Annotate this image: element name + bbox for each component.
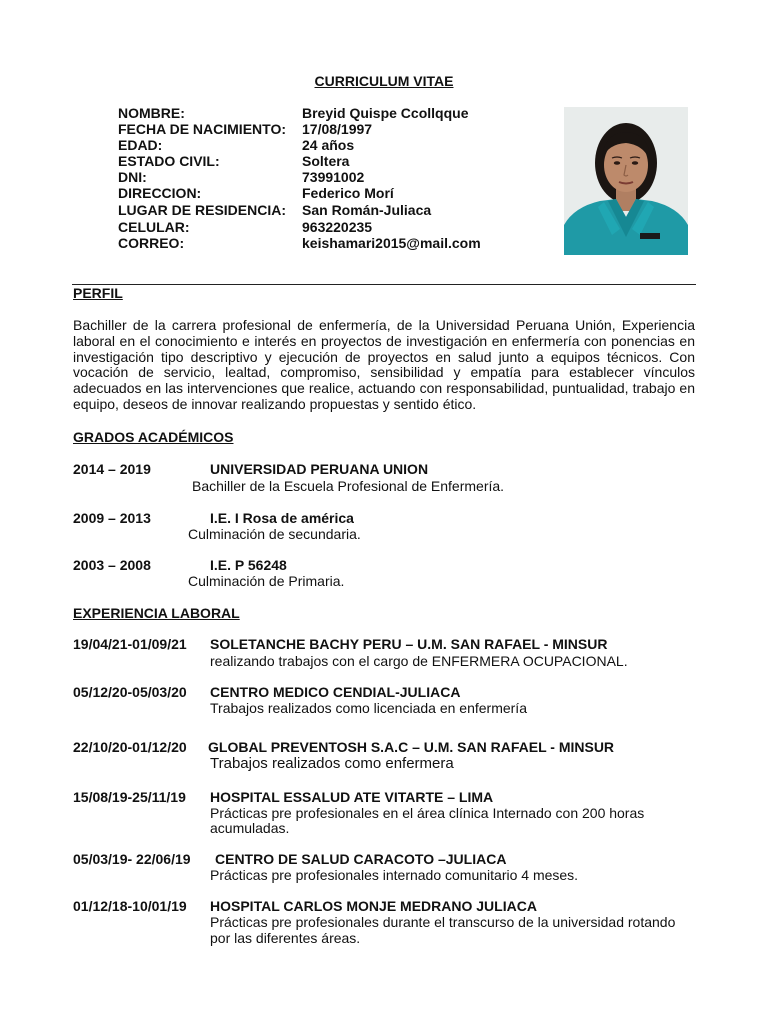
job-detail: Prácticas pre profesionales internado comunitario 4 meses. bbox=[210, 867, 579, 883]
grados-heading: GRADOS ACADÉMICOS bbox=[73, 429, 234, 445]
value-fecha-nacimiento: 17/08/1997 bbox=[302, 121, 373, 137]
job-detail: Trabajos realizados como enfermera bbox=[210, 755, 454, 772]
header-divider bbox=[72, 284, 696, 285]
job-dates: 05/12/20-05/03/20 bbox=[73, 684, 187, 700]
job-detail-continued: por las diferentes áreas. bbox=[210, 930, 361, 946]
perfil-heading: PERFIL bbox=[73, 285, 123, 301]
label-nombre: NOMBRE: bbox=[118, 105, 185, 121]
job-dates: 05/03/19- 22/06/19 bbox=[73, 851, 191, 867]
label-correo: CORREO: bbox=[118, 235, 185, 251]
document-title: CURRICULUM VITAE bbox=[314, 73, 454, 89]
label-edad: EDAD: bbox=[118, 137, 163, 153]
grado-years: 2009 – 2013 bbox=[73, 510, 151, 526]
label-direccion: DIRECCION: bbox=[118, 185, 202, 201]
job-place: SOLETANCHE BACHY PERU – U.M. SAN RAFAEL - MINSUR bbox=[210, 636, 608, 652]
grado-detail: Culminación de secundaria. bbox=[188, 526, 361, 542]
value-lugar-residencia: San Román-Juliaca bbox=[302, 202, 432, 218]
experiencia-heading: EXPERIENCIA LABORAL bbox=[73, 605, 240, 621]
job-dates: 22/10/20-01/12/20 bbox=[73, 739, 187, 755]
grado-detail: Culminación de Primaria. bbox=[188, 573, 345, 589]
job-place: HOSPITAL ESSALUD ATE VITARTE – LIMA bbox=[210, 789, 494, 805]
job-place: GLOBAL PREVENTOSH S.A.C – U.M. SAN RAFAEL - MINSUR bbox=[208, 739, 615, 755]
value-edad: 24 años bbox=[302, 137, 355, 153]
job-place: CENTRO DE SALUD CARACOTO –JULIACA bbox=[215, 851, 507, 867]
profile-photo bbox=[564, 107, 688, 255]
value-nombre: Breyid Quispe Ccollqque bbox=[302, 105, 469, 121]
grado-institution: UNIVERSIDAD PERUANA UNION bbox=[210, 461, 429, 477]
grado-detail: Bachiller de la Escuela Profesional de Enfermería. bbox=[192, 478, 505, 494]
grado-years: 2003 – 2008 bbox=[73, 557, 151, 573]
value-dni: 73991002 bbox=[302, 169, 365, 185]
grado-years: 2014 – 2019 bbox=[73, 461, 151, 477]
label-estado-civil: ESTADO CIVIL: bbox=[118, 153, 220, 169]
job-dates: 01/12/18-10/01/19 bbox=[73, 898, 187, 914]
job-detail: realizando trabajos con el cargo de ENFERMERA OCUPACIONAL. bbox=[210, 653, 628, 669]
grado-institution: I.E. I Rosa de américa bbox=[210, 510, 354, 526]
job-detail: Prácticas pre profesionales durante el transcurso de la universidad rotando bbox=[210, 914, 676, 930]
portrait-illustration bbox=[564, 107, 688, 255]
perfil-paragraph: Bachiller de la carrera profesional de enfermería, de la Universidad Peruana Unión, Experiencia laboral en el conocimiento e interés en proyectos de investigación en enfermería con ponencias en investigación tipo descriptivo y ejecución de proyectos en salud junto a equipos técnicos. Con vocación de servicio, lealtad, compromiso, sensibilidad y empatía para establecer vínculos adecuados en las intervenciones que realice, actuando con responsabilidad, puntualidad, trabajo en equipo, deseos de innovar realizando propuestas y sentido ético. bbox=[73, 317, 695, 412]
job-place: HOSPITAL CARLOS MONJE MEDRANO JULIACA bbox=[210, 898, 537, 914]
job-detail-continued: acumuladas. bbox=[210, 820, 290, 836]
grado-institution: I.E. P 56248 bbox=[210, 557, 287, 573]
value-direccion: Federico Morí bbox=[302, 185, 394, 201]
job-dates: 15/08/19-25/11/19 bbox=[73, 789, 186, 805]
job-detail: Trabajos realizados como licenciada en enfermería bbox=[210, 700, 527, 716]
job-place: CENTRO MEDICO CENDIAL-JULIACA bbox=[210, 684, 461, 700]
label-celular: CELULAR: bbox=[118, 219, 190, 235]
job-detail: Prácticas pre profesionales en el área clínica Internado con 200 horas bbox=[210, 805, 645, 821]
job-dates: 19/04/21-01/09/21 bbox=[73, 636, 187, 652]
label-dni: DNI: bbox=[118, 169, 147, 185]
value-celular: 963220235 bbox=[302, 219, 373, 235]
label-lugar-residencia: LUGAR DE RESIDENCIA: bbox=[118, 202, 287, 218]
label-fecha-nacimiento: FECHA DE NACIMIENTO: bbox=[118, 121, 286, 137]
value-correo: keishamari2015@mail.com bbox=[302, 235, 481, 251]
value-estado-civil: Soltera bbox=[302, 153, 350, 169]
